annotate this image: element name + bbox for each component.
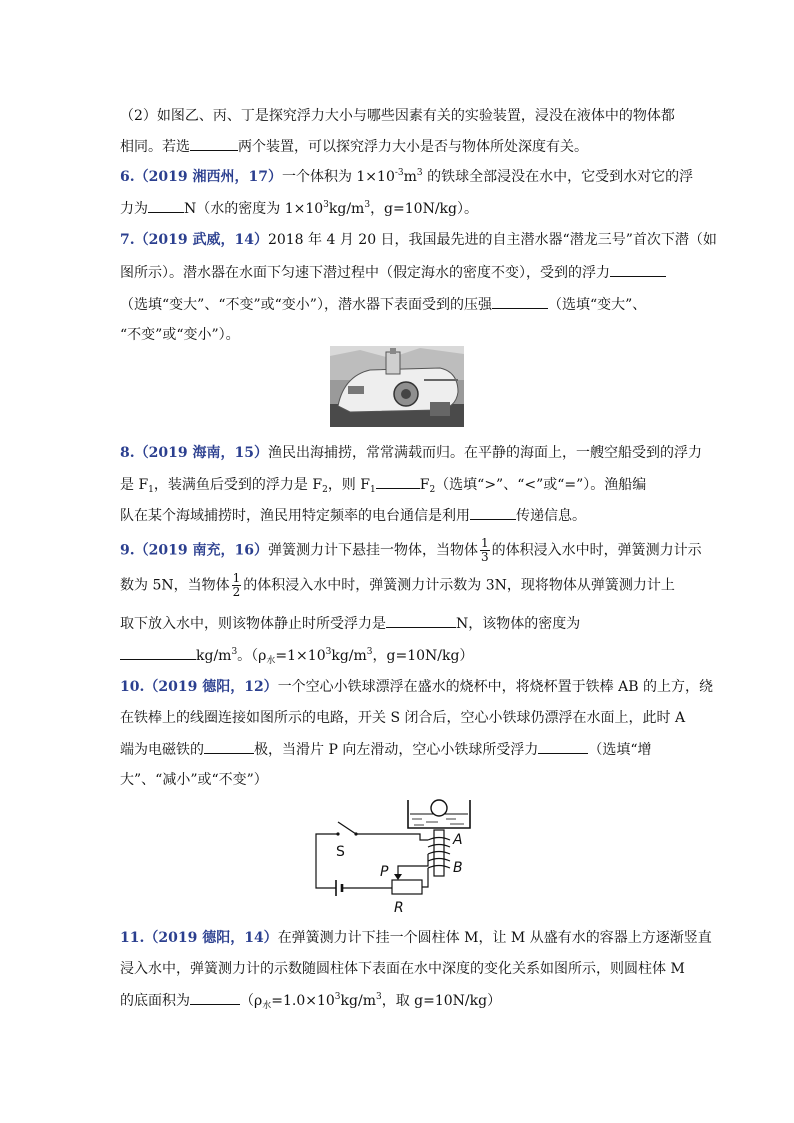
label-S: S [336,844,345,860]
label-A: A [453,832,463,848]
answer-blank[interactable] [190,136,238,151]
answer-blank[interactable] [204,739,254,754]
q5-line-2: 相同。若选 两个装置，可以探究浮力大小是否与物体所处深度有关。 [120,136,680,157]
q5-line-1: （2）如图乙、丙、丁是探究浮力大小与哪些因素有关的实验装置，浸没在液体中的物体都 [120,108,675,124]
q7-line-2: 图所示）。潜水器在水面下匀速下潜过程中（假定海水的密度不变），受到的浮力 [120,262,680,283]
q9-line-4: $kg/m^3$。（$\rho_水=1\times 10^3kg/m^3$，g=10N/kg） [120,645,680,666]
q6-line-2: 力为 N（水的密度为 $1\times 10^3kg/m^3$，g=10N/kg）。 [120,200,478,217]
label-B: B [453,860,463,876]
label-R: R [394,900,404,916]
submarine-photo [330,346,464,427]
q11-line-2: 浸入水中，弹簧测力计的示数随圆柱体下表面在水中深度的变化关系如图所示，则圆柱体 M [120,961,685,977]
source-ref: （2019 德阳，12） [144,679,278,695]
q8-line-3: 队在某个海域捕捞时，渔民用特定频率的电台通信是利用 传递信息。 [120,505,680,526]
answer-blank[interactable] [538,739,588,754]
q10-line-3: 端为电磁铁的 极，当滑片 P 向左滑动，空心小铁球所受浮力 （选填“增 [120,739,680,760]
answer-blank[interactable] [492,294,548,309]
q8-line-1: 8.（2019 海南，15）渔民出海捕捞，常常满载而归。在平静的海面上，一艘空船受到的浮力 [120,445,702,461]
answer-blank[interactable] [610,262,666,277]
q8-line-2: 是 $F_1$，装满鱼后受到的浮力是 $F_2$，则 $F_1$ $F_2$（选填“>”、“<”或“=”）。渔船编 [120,474,680,495]
q6-line-1: 6.（2019 湘西州，17）一个体积为 $1\times 10^{-3}m^3$ 的铁球全部浸没在水中，它受到水对它的浮 [120,168,694,185]
fraction-one-third: $\frac{1}{3}$ [480,536,489,564]
answer-blank[interactable] [386,613,456,628]
q9-line-2: 数为 5N，当物体 $\frac{1}{2}$ 的体积浸入水中时，弹簧测力计示数为 3N，现将物体从弹簧测力计上 [120,571,675,599]
q10-line-2: 在铁棒上的线圈连接如图所示的电路，开关 S 闭合后，空心小铁球仍漂浮在水面上，此时 A [120,710,686,726]
q10-line-4: 大”、“减小”或“不变”） [120,772,268,788]
q10-line-1: 10.（2019 德阳，12）一个空心小铁球漂浮在盛水的烧杯中，将烧杯置于铁棒 AB 的上方，绕 [120,679,713,695]
answer-blank[interactable] [148,198,184,213]
q9-line-1: 9.（2019 南充，16）弹簧测力计下悬挂一物体，当物体 $\frac{1}{3}$ 的体积浸入水中时，弹簧测力计示 [120,536,702,564]
q7-line-4: “不变”或“变小”）。 [120,327,240,343]
answer-blank[interactable] [470,505,516,520]
electromagnet-circuit-diagram [300,794,490,916]
answer-blank[interactable] [376,474,420,489]
source-ref: （2019 德阳，14） [144,930,278,946]
source-ref: （2019 湘西州，17） [134,169,282,185]
source-ref: （2019 海南，15） [134,445,268,461]
q11-line-3: 的底面积为 （$\rho_水=1.0\times 10^3kg/m^3$，取 g=10N/kg） [120,992,502,1011]
q9-line-3: 取下放入水中，则该物体静止时所受浮力是 N，该物体的密度为 [120,613,680,634]
answer-blank[interactable] [120,645,196,660]
source-ref: （2019 南充，16） [134,542,268,559]
q11-line-1: 11.（2019 德阳，14）在弹簧测力计下挂一个圆柱体 M，让 M 从盛有水的容器上方逐渐竖直 [120,930,712,946]
fraction-one-half: $\frac{1}{2}$ [232,571,241,599]
q7-line-1: 7.（2019 武威，14）2018 年 4 月 20 日，我国最先进的自主潜水器“潜龙三号”首次下潜（如 [120,232,717,248]
answer-blank[interactable] [190,990,240,1005]
q7-line-3: （选填“变大”、“不变”或“变小”），潜水器下表面受到的压强 （选填“变大”、 [120,294,680,315]
source-ref: （2019 武威，14） [134,232,268,248]
label-P: P [380,864,389,880]
